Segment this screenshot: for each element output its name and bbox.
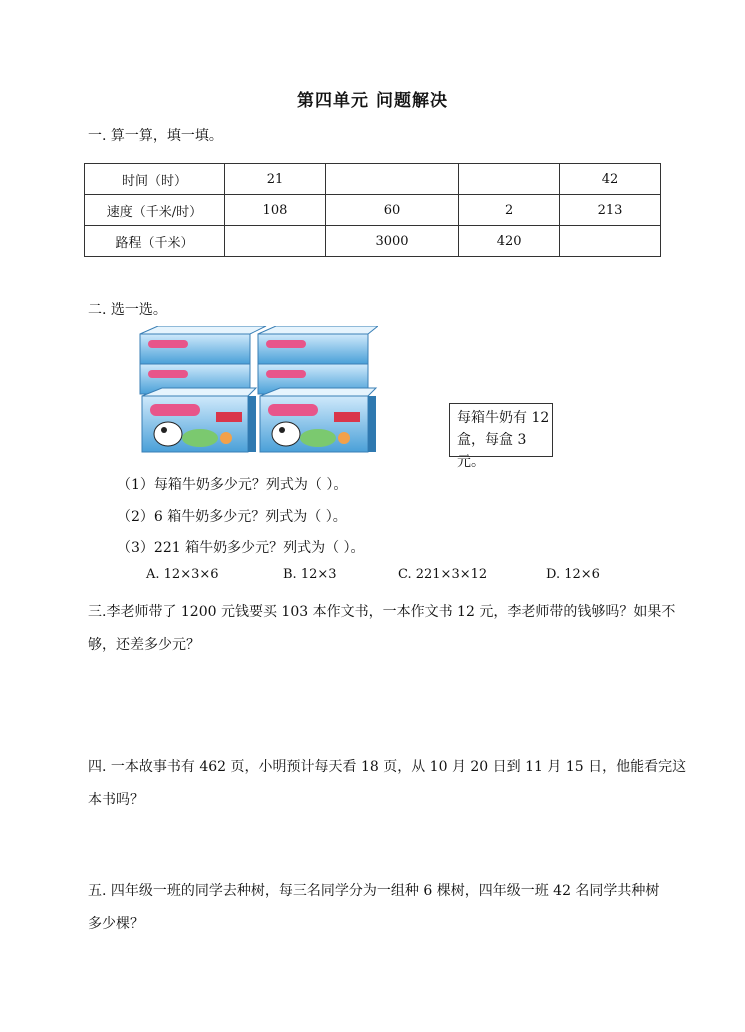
row-label: 时间（时） xyxy=(85,164,225,195)
option-b: B. 12×3 xyxy=(283,567,337,582)
row-label: 路程（千米） xyxy=(85,226,225,257)
table-cell: 2 xyxy=(459,195,560,226)
table-row xyxy=(85,195,661,226)
question-1: （1）每箱牛奶多少元？列式为（ ）。 xyxy=(117,477,348,493)
section4-line1: 四. 一本故事书有 462 页，小明预计每天看 18 页，从 10 月 20 日到 11 月 15 日，他能看完这 xyxy=(88,759,687,775)
speed-distance-table xyxy=(84,163,661,257)
row-label: 速度（千米/时） xyxy=(85,195,225,226)
table-cell: 420 xyxy=(459,226,560,257)
table-cell: 213 xyxy=(560,195,661,226)
question-3: （3）221 箱牛奶多少元？列式为（ ）。 xyxy=(117,540,365,556)
option-a: A. 12×3×6 xyxy=(146,567,219,582)
milk-boxes-illustration xyxy=(138,326,378,454)
table-row xyxy=(85,226,661,257)
table-cell xyxy=(225,226,326,257)
table-cell: 60 xyxy=(325,195,458,226)
section4-line2: 本书吗？ xyxy=(88,792,144,808)
page-title: 第四单元 问题解决 xyxy=(297,91,448,111)
table-cell: 42 xyxy=(560,164,661,195)
section5-line2: 多少棵？ xyxy=(88,916,144,932)
table-cell xyxy=(560,226,661,257)
section3-line1: 三.李老师带了 1200 元钱要买 103 本作文书，一本作文书 12 元，李老师带的钱够吗？如果不 xyxy=(88,604,676,620)
table-cell: 3000 xyxy=(325,226,458,257)
milk-info-box xyxy=(449,403,553,470)
section3-line2: 够，还差多少元？ xyxy=(88,637,200,653)
table-cell: 21 xyxy=(225,164,326,195)
question-2: （2）6 箱牛奶多少元？列式为（ ）。 xyxy=(117,509,347,525)
table-cell xyxy=(459,164,560,195)
info-line: 每箱牛奶有 12 xyxy=(457,410,550,426)
section2-heading: 二. 选一选。 xyxy=(88,302,167,318)
table-cell: 108 xyxy=(225,195,326,226)
section1-heading: 一. 算一算，填一填。 xyxy=(88,128,223,144)
option-c: C. 221×3×12 xyxy=(398,567,488,582)
section5-line1: 五. 四年级一班的同学去种树，每三名同学分为一组种 6 棵树，四年级一班 42 名同学共种树 xyxy=(88,883,660,899)
option-d: D. 12×6 xyxy=(546,567,600,582)
info-line: 盒，每盒 3 元。 xyxy=(457,432,527,470)
table-cell xyxy=(325,164,458,195)
table-row xyxy=(85,164,661,195)
